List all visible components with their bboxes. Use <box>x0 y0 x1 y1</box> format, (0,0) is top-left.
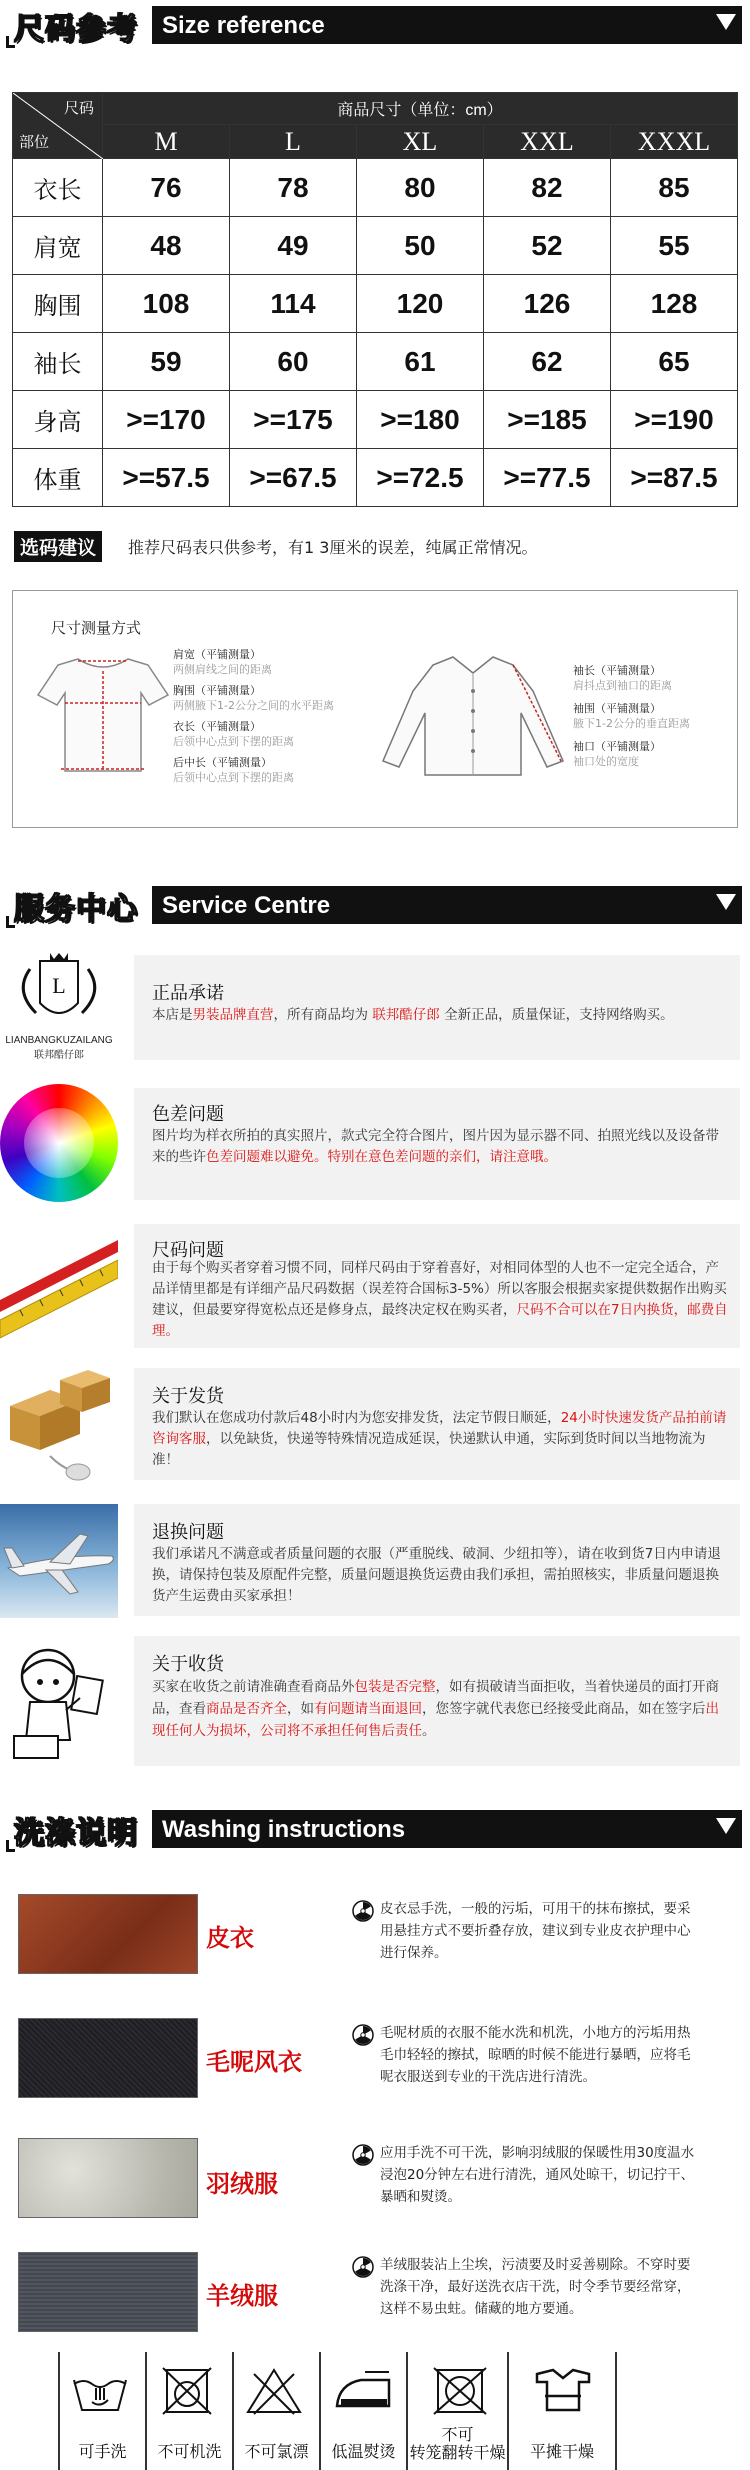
fabric-name: 羽绒服 <box>206 2170 278 2198</box>
flat-dry-icon <box>533 2366 597 2416</box>
care-label-low-iron <box>319 2352 406 2470</box>
no-tumble-dry-icon <box>430 2366 490 2416</box>
washing-item <box>0 1880 750 2000</box>
text-span: ，以免缺货，快递等特殊情况造成延误，快递默认申通，实际到货时间以当地物流为准！ <box>152 1431 706 1468</box>
table-cell: 60 <box>230 333 357 391</box>
service-centre-header <box>0 880 750 928</box>
corner-bottom-label: 部位 <box>19 134 50 151</box>
measure-notes-left <box>173 647 334 785</box>
service-card <box>134 1368 740 1480</box>
table-cell: >=180 <box>357 391 484 449</box>
row-label: 肩宽 <box>13 217 103 275</box>
logo-cn: 联邦酷仔郎 <box>34 1050 84 1061</box>
table-row <box>13 217 738 275</box>
text-span: 买家在收货之前请准确查看商品外 <box>152 1679 355 1695</box>
service-text <box>152 1126 732 1168</box>
measure-notes-right <box>573 663 690 769</box>
fabric-swatch <box>18 2252 198 2332</box>
text-span-red: 24小时快速发货产品拍前请咨询客服 <box>152 1410 727 1447</box>
service-item <box>0 1632 750 1772</box>
section-title-en-bar <box>152 1810 742 1848</box>
table-cell: 50 <box>357 217 484 275</box>
care-label-flat-dry <box>507 2352 617 2470</box>
measurement-diagram <box>12 590 738 828</box>
text-span: 我们承诺凡不满意或者质量问题的衣服（严重脱线、破洞、少纽扣等），请在收到货7日内申请退换，请保持包装及原配件完整，质量问题退换货运费由我们承担，需拍照核实，非质量问题退换货产生运费由买家承担！ <box>152 1546 721 1604</box>
section-title-en-bar <box>152 886 742 924</box>
text-span-red: 包装是否完整 <box>354 1679 436 1695</box>
care-label-text: 平摊干燥 <box>529 2442 594 2461</box>
text-span: ，如 <box>287 1701 314 1717</box>
text-span: 全新正品，质量保证，支持网络购买。 <box>439 1007 674 1023</box>
care-label-text: 不可 转笼翻转干燥 <box>409 2425 506 2462</box>
service-text <box>152 1408 732 1471</box>
fabric-name: 皮衣 <box>206 1924 254 1952</box>
table-row <box>13 449 738 507</box>
fabric-care-text: 毛呢材质的衣服不能水洗和机洗，小地方的污垢用热毛巾轻轻的擦拭，晾晒的时候不能进行暴晒，应将毛呢衣服送到专业的干洗店进行清洗。 <box>380 2025 691 2085</box>
table-cell: 65 <box>611 333 738 391</box>
measure-title: 尺寸测量方式 <box>51 619 142 637</box>
measure-desc: 两侧肩线之间的距离 <box>173 663 272 676</box>
measure-name: 衣长（平铺测量） <box>173 720 261 733</box>
tshirt-icon <box>33 651 173 781</box>
dropdown-triangle-icon <box>716 14 736 30</box>
fabric-name: 毛呢风衣 <box>206 2048 302 2076</box>
text-span: 由于每个购买者穿着习惯不同，同样尺码由于穿着喜好，对相同体型的人也不一定完全适合，产品详情里都是有详细产品尺码数据（误差符合国标3-5%）所以客服会根据卖家提供数据作出购买建议，但最要穿得宽松点还是修身点，最终决定权在购买者， <box>152 1260 727 1318</box>
corner-top-label: 尺码 <box>63 100 94 117</box>
size-col-header: XL <box>357 125 484 159</box>
section-title-en: Service Centre <box>162 892 331 919</box>
washing-item <box>0 2128 750 2248</box>
row-label: 衣长 <box>13 159 103 217</box>
service-text <box>152 1544 732 1607</box>
service-text <box>152 1005 732 1026</box>
svg-text:L: L <box>52 973 66 998</box>
text-span-red: 尺码不合可以在7日内换货，邮费自理。 <box>152 1302 728 1339</box>
table-cell: >=87.5 <box>611 449 738 507</box>
fabric-care-text: 皮衣忌手洗，一般的污垢，可用干的抹布擦拭，要采用悬挂方式不要折叠存放，建议到专业皮衣护理中心进行保养。 <box>380 1901 691 1961</box>
parcel-boxes-icon <box>0 1366 118 1482</box>
section-title-cn: 服务中心 <box>14 892 138 927</box>
fabric-swatch <box>18 2018 198 2098</box>
service-card <box>134 1504 740 1616</box>
size-table <box>12 92 738 507</box>
text-span-red: 联邦酷仔郎 <box>372 1007 440 1023</box>
hand-wash-icon <box>70 2366 130 2416</box>
text-span: ，如有损破请当面拒收，当着快递员的面打开商品，查看 <box>152 1679 719 1717</box>
service-text <box>152 1676 732 1742</box>
text-span-red: 色差问题难以避免。特别在意色差问题的亲们，请注意哦。 <box>206 1149 557 1165</box>
text-span: 图片均为样衣所拍的真实照片，款式完全符合图片，图片因为显示器不同、拍照光线以及设备带来的些许 <box>152 1128 719 1165</box>
tip-label-badge: 选码建议 <box>14 531 102 562</box>
section-title-en-bar <box>152 6 742 44</box>
service-item <box>0 1498 750 1623</box>
care-label-no-bleach <box>232 2352 319 2470</box>
text-span: 我们默认在您成功付款后48小时内为您安排发货，法定节假日顺延， <box>152 1410 561 1426</box>
table-cell: >=67.5 <box>230 449 357 507</box>
table-cell: 126 <box>484 275 611 333</box>
measure-desc: 袖口处的宽度 <box>573 755 639 768</box>
text-span: ，所有商品均为 <box>273 1007 373 1023</box>
size-col-header: L <box>230 125 357 159</box>
table-row <box>13 333 738 391</box>
service-item <box>0 1082 750 1207</box>
size-col-header: M <box>103 125 230 159</box>
table-cell: 59 <box>103 333 230 391</box>
airplane-icon <box>0 1504 118 1618</box>
fabric-care-text: 应用手洗不可干洗，影响羽绒服的保暖性用30度温水浸泡20分钟左右进行清洗，通风处晾干，切记拧干、暴晒和熨烫。 <box>380 2145 695 2205</box>
measure-name: 肩宽（平铺测量） <box>173 648 261 661</box>
care-label-no-tumble-dry <box>406 2352 507 2470</box>
table-cell: >=170 <box>103 391 230 449</box>
measure-name: 袖长（平铺测量） <box>573 664 661 677</box>
service-card <box>134 1636 740 1766</box>
text-span-red: 商品是否齐全 <box>206 1701 287 1717</box>
size-reference-header <box>0 0 750 48</box>
row-label: 体重 <box>13 449 103 507</box>
measure-name: 袖口（平铺测量） <box>573 740 661 753</box>
header-bracket <box>6 916 15 928</box>
table-cell: 85 <box>611 159 738 217</box>
service-card <box>134 1224 740 1348</box>
service-card <box>134 1088 740 1200</box>
section-title-en: Washing instructions <box>162 1816 406 1843</box>
table-cell: 76 <box>103 159 230 217</box>
measure-name: 后中长（平铺测量） <box>173 756 272 769</box>
text-span: ，您签字就代表您已经接受此商品，如在签字后 <box>422 1701 706 1717</box>
header-bracket <box>6 1840 15 1852</box>
service-title: 尺码问题 <box>152 1240 224 1261</box>
table-row <box>13 391 738 449</box>
table-cell: 82 <box>484 159 611 217</box>
service-item <box>0 1220 750 1350</box>
row-label: 袖长 <box>13 333 103 391</box>
table-cell: 78 <box>230 159 357 217</box>
service-title: 正品承诺 <box>152 983 224 1004</box>
service-title: 关于收货 <box>152 1654 224 1675</box>
color-wheel-icon <box>0 1084 118 1204</box>
row-label: 身高 <box>13 391 103 449</box>
table-cell: 55 <box>611 217 738 275</box>
size-table-corner <box>13 93 103 159</box>
table-cell: 120 <box>357 275 484 333</box>
size-col-header: XXL <box>484 125 611 159</box>
care-label-no-machine-wash <box>145 2352 232 2470</box>
table-row <box>13 275 738 333</box>
service-card <box>134 955 740 1060</box>
table-cell: 114 <box>230 275 357 333</box>
service-title: 退换问题 <box>152 1522 224 1543</box>
radiation-icon <box>352 2144 374 2166</box>
tape-measure-icon <box>0 1230 118 1340</box>
text-span: 本店是 <box>152 1007 193 1023</box>
table-cell: 61 <box>357 333 484 391</box>
tip-text: 推荐尺码表只供参考，有1 3厘米的误差，纯属正常情况。 <box>128 538 538 557</box>
size-col-header: XXXL <box>611 125 738 159</box>
row-label: 胸围 <box>13 275 103 333</box>
care-label-text: 可手洗 <box>78 2442 127 2461</box>
measure-name: 袖围（平铺测量） <box>573 702 661 715</box>
courier-cartoon-icon <box>0 1640 118 1765</box>
radiation-icon <box>352 2024 374 2046</box>
table-cell: >=57.5 <box>103 449 230 507</box>
section-title-en: Size reference <box>162 12 325 39</box>
logo-text: LIANBANGKUZAILANG <box>5 1035 113 1046</box>
radiation-icon <box>352 2256 374 2278</box>
washing-instructions-header <box>0 1804 750 1852</box>
care-label-text: 不可机洗 <box>157 2442 222 2461</box>
service-title: 关于发货 <box>152 1386 224 1407</box>
table-cell: >=185 <box>484 391 611 449</box>
table-cell: 52 <box>484 217 611 275</box>
text-span-red: 男装品牌直营 <box>192 1007 274 1023</box>
table-cell: >=72.5 <box>357 449 484 507</box>
care-label-hand-wash <box>58 2352 145 2470</box>
table-row <box>13 159 738 217</box>
brand-logo <box>0 951 118 1066</box>
no-machine-wash-icon <box>157 2366 217 2416</box>
measure-desc: 两侧腋下1-2公分之间的水平距离 <box>173 699 334 712</box>
table-cell: >=175 <box>230 391 357 449</box>
table-cell: 49 <box>230 217 357 275</box>
measure-desc: 后领中心点到下摆的距离 <box>173 771 294 784</box>
table-cell: >=190 <box>611 391 738 449</box>
care-label-text: 低温熨烫 <box>331 2442 396 2461</box>
text-span-red: 有问题请当面退回 <box>314 1701 422 1717</box>
service-item <box>0 945 750 1070</box>
table-cell: 80 <box>357 159 484 217</box>
service-title: 色差问题 <box>152 1104 224 1125</box>
fabric-care-text: 羊绒服装沾上尘埃，污渍要及时妥善剔除。不穿时要洗涤干净，最好送洗衣店干洗，时令季节要经常穿，这样不易虫蛀。储藏的地方要通。 <box>380 2257 691 2317</box>
measure-desc: 后领中心点到下摆的距离 <box>173 735 294 748</box>
dropdown-triangle-icon <box>716 894 736 910</box>
measure-desc: 腋下1-2公分的垂直距离 <box>573 717 690 730</box>
text-span-red: 出现任何人为损坏，公司将不承担任何售后责任 <box>152 1701 719 1739</box>
measure-desc: 肩抖点到袖口的距离 <box>573 679 672 692</box>
table-cell: 108 <box>103 275 230 333</box>
fabric-name: 羊绒服 <box>206 2282 278 2310</box>
care-label-text: 不可氯漂 <box>244 2442 309 2461</box>
section-title-cn: 洗涤说明 <box>14 1816 138 1851</box>
crest-icon <box>0 951 118 1031</box>
iron-icon <box>331 2366 395 2416</box>
no-bleach-icon <box>244 2366 304 2416</box>
service-item <box>0 1362 750 1487</box>
table-cell: 48 <box>103 217 230 275</box>
service-text <box>152 1258 732 1342</box>
section-title-cn: 尺码参考 <box>14 12 138 47</box>
washing-item <box>0 2004 750 2124</box>
fabric-swatch <box>18 1894 198 1974</box>
measure-name: 胸围（平铺测量） <box>173 684 261 697</box>
fabric-swatch <box>18 2138 198 2218</box>
shirt-icon <box>373 651 573 781</box>
header-bracket <box>6 36 15 48</box>
table-cell: 128 <box>611 275 738 333</box>
radiation-icon <box>352 1900 374 1922</box>
table-cell: 62 <box>484 333 611 391</box>
dropdown-triangle-icon <box>716 1818 736 1834</box>
washing-item <box>0 2242 750 2352</box>
text-span: 。 <box>422 1723 436 1739</box>
unit-header: 商品尺寸（单位：cm） <box>103 93 738 125</box>
table-cell: >=77.5 <box>484 449 611 507</box>
